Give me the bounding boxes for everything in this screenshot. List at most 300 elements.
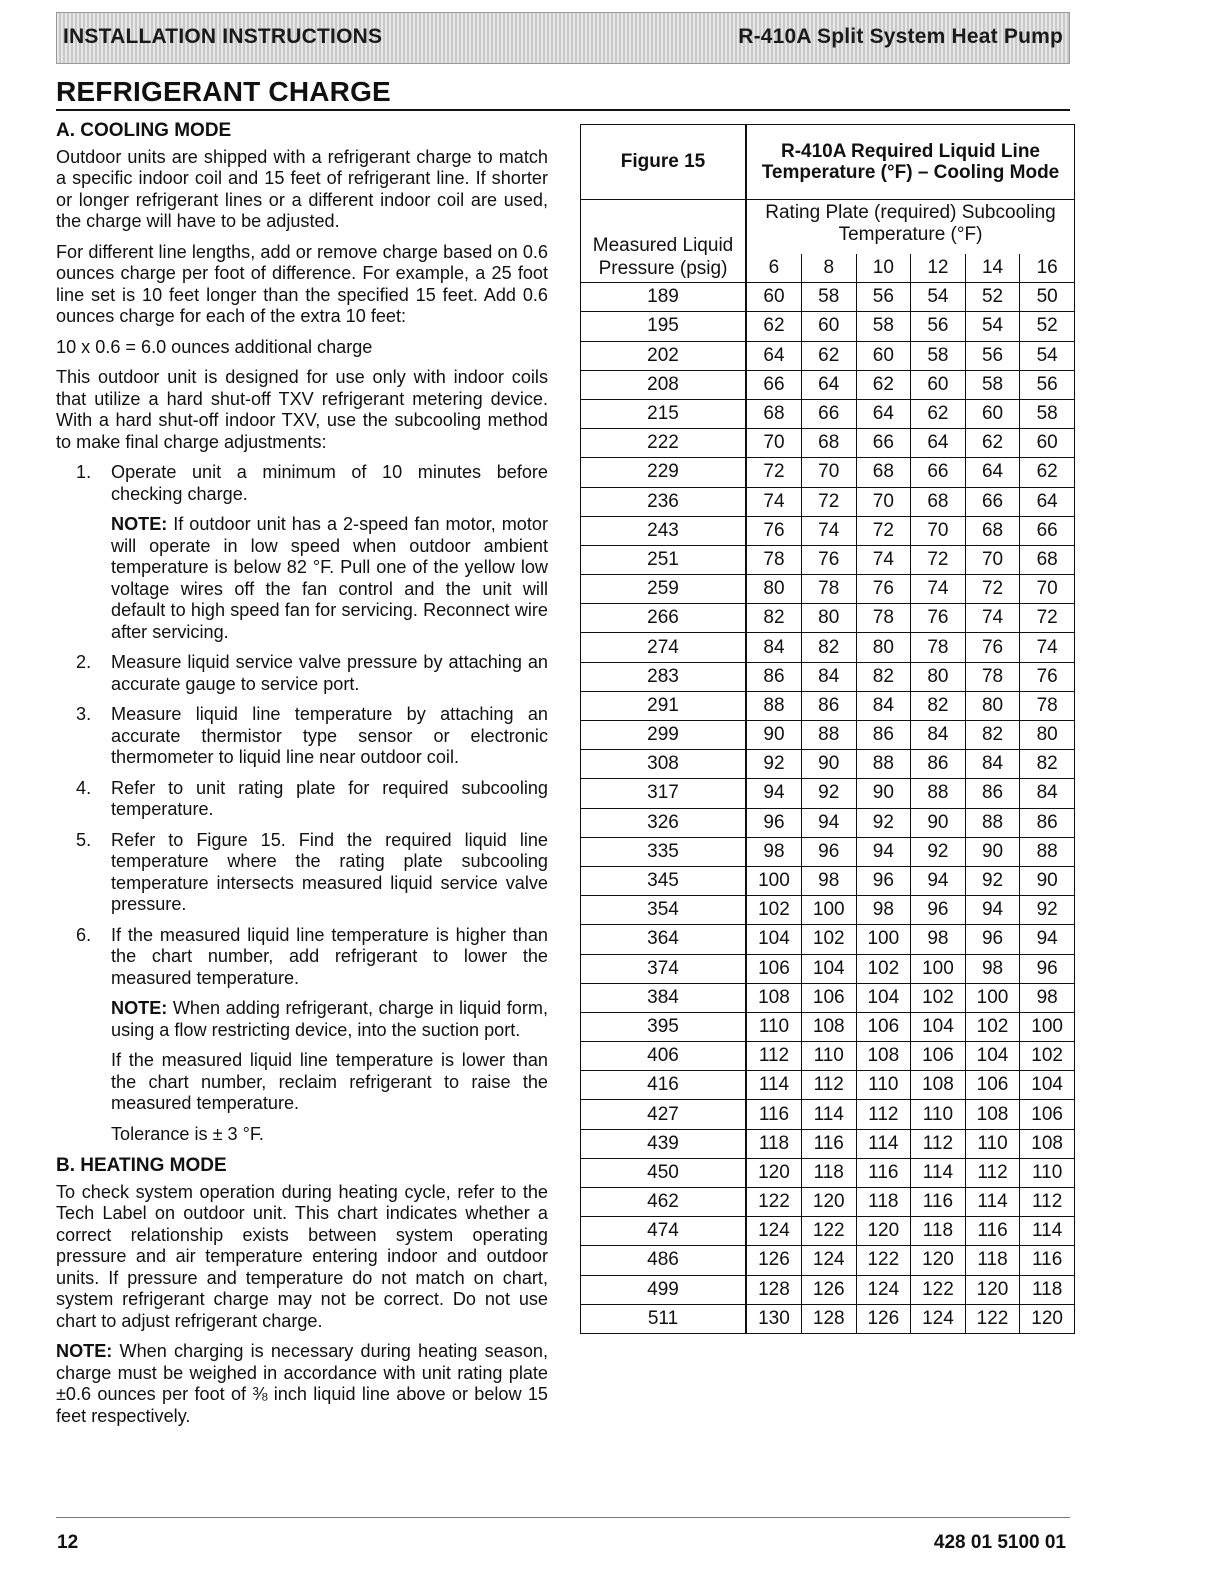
temperature-cell: 126 — [856, 1304, 911, 1333]
step-text: Refer to unit rating plate for required subcooling temperature. — [111, 777, 548, 819]
note-label: NOTE: — [111, 514, 168, 534]
cooling-paragraph-2: For different line lengths, add or remove charge based on 0.6 ounces charge per foot of difference. For example, a 25 foot line set is 10 feet longer than the specified 15 feet. Add 0.6 ounces charge for each of the extra 10 feet: — [56, 241, 548, 326]
pressure-cell: 374 — [581, 954, 747, 983]
temperature-cell: 102 — [746, 896, 801, 925]
column-header: 12 — [911, 254, 966, 283]
list-item — [56, 652, 548, 695]
temperature-cell: 108 — [746, 983, 801, 1012]
temperature-cell: 108 — [911, 1071, 966, 1100]
temperature-cell: 58 — [911, 341, 966, 370]
table-row — [581, 1158, 1075, 1187]
pressure-cell: 236 — [581, 487, 747, 516]
table-row — [581, 808, 1075, 837]
temperature-cell: 120 — [965, 1275, 1020, 1304]
page-number: 12 — [57, 1532, 79, 1553]
temperature-cell: 100 — [911, 954, 966, 983]
temperature-cell: 54 — [911, 283, 966, 312]
temperature-cell: 96 — [746, 808, 801, 837]
table-row — [581, 575, 1075, 604]
table-row — [581, 721, 1075, 750]
temperature-cell: 116 — [746, 1100, 801, 1129]
temperature-cell: 86 — [801, 691, 856, 720]
column-header: 8 — [801, 254, 856, 283]
temperature-cell: 72 — [1020, 604, 1075, 633]
temperature-cell: 96 — [1020, 954, 1075, 983]
temperature-cell: 74 — [911, 575, 966, 604]
temperature-cell: 78 — [856, 604, 911, 633]
temperature-cell: 98 — [746, 837, 801, 866]
pressure-cell: 274 — [581, 633, 747, 662]
pressure-cell: 202 — [581, 341, 747, 370]
temperature-cell: 66 — [801, 399, 856, 428]
temperature-cell: 62 — [746, 312, 801, 341]
temperature-cell: 92 — [965, 866, 1020, 895]
temperature-cell: 60 — [965, 399, 1020, 428]
temperature-cell: 88 — [746, 691, 801, 720]
temperature-cell: 70 — [911, 516, 966, 545]
temperature-cell: 110 — [911, 1100, 966, 1129]
temperature-cell: 92 — [856, 808, 911, 837]
temperature-cell: 64 — [911, 429, 966, 458]
temperature-cell: 100 — [801, 896, 856, 925]
temperature-cell: 94 — [801, 808, 856, 837]
temperature-cell: 60 — [746, 283, 801, 312]
table-row — [581, 341, 1075, 370]
table-row — [581, 691, 1075, 720]
temperature-cell: 74 — [1020, 633, 1075, 662]
step-tolerance: Tolerance is ± 3 °F. — [111, 1123, 264, 1144]
temperature-cell: 94 — [1020, 925, 1075, 954]
temperature-cell: 104 — [911, 1012, 966, 1041]
temperature-cell: 114 — [911, 1158, 966, 1187]
temperature-cell: 58 — [1020, 399, 1075, 428]
pressure-cell: 251 — [581, 545, 747, 574]
temperature-cell: 68 — [856, 458, 911, 487]
pressure-cell: 266 — [581, 604, 747, 633]
temperature-cell: 120 — [856, 1217, 911, 1246]
temperature-cell: 90 — [1020, 866, 1075, 895]
pressure-cell: 335 — [581, 837, 747, 866]
pressure-cell: 222 — [581, 429, 747, 458]
temperature-cell: 100 — [746, 866, 801, 895]
temperature-cell: 100 — [856, 925, 911, 954]
temperature-cell: 114 — [801, 1100, 856, 1129]
temperature-cell: 114 — [746, 1071, 801, 1100]
temperature-cell: 66 — [911, 458, 966, 487]
temperature-cell: 90 — [965, 837, 1020, 866]
temperature-cell: 116 — [911, 1188, 966, 1217]
temperature-cell: 84 — [801, 662, 856, 691]
temperature-cell: 82 — [1020, 750, 1075, 779]
temperature-cell: 84 — [911, 721, 966, 750]
list-item — [56, 778, 548, 821]
temperature-cell: 68 — [801, 429, 856, 458]
temperature-cell: 74 — [746, 487, 801, 516]
pressure-cell: 439 — [581, 1129, 747, 1158]
list-item — [56, 462, 548, 643]
temperature-cell: 96 — [801, 837, 856, 866]
temperature-cell: 78 — [1020, 691, 1075, 720]
pressure-cell: 364 — [581, 925, 747, 954]
table-row — [581, 283, 1075, 312]
temperature-cell: 92 — [801, 779, 856, 808]
temperature-cell: 112 — [856, 1100, 911, 1129]
pressure-cell: 345 — [581, 866, 747, 895]
temperature-cell: 112 — [911, 1129, 966, 1158]
liquid-line-temperature-table — [580, 124, 1075, 1334]
temperature-cell: 112 — [801, 1071, 856, 1100]
temperature-cell: 124 — [856, 1275, 911, 1304]
temperature-cell: 52 — [965, 283, 1020, 312]
list-item — [56, 925, 548, 1146]
cooling-paragraph-4: This outdoor unit is designed for use only with indoor coils that utilize a hard shut-off TXV refrigerant metering device. With a hard shut-off indoor TXV, use the subcooling method to make final charge adjustments: — [56, 367, 548, 452]
temperature-cell: 74 — [856, 545, 911, 574]
temperature-cell: 76 — [856, 575, 911, 604]
pressure-cell: 291 — [581, 691, 747, 720]
table-row — [581, 516, 1075, 545]
temperature-cell: 98 — [1020, 983, 1075, 1012]
row-header-label: Measured Liquid Pressure (psig) — [581, 200, 747, 283]
temperature-cell: 116 — [801, 1129, 856, 1158]
temperature-cell: 120 — [911, 1246, 966, 1275]
pressure-cell: 326 — [581, 808, 747, 837]
temperature-cell: 62 — [911, 399, 966, 428]
temperature-cell: 118 — [856, 1188, 911, 1217]
temperature-cell: 74 — [965, 604, 1020, 633]
table-row — [581, 896, 1075, 925]
temperature-cell: 60 — [1020, 429, 1075, 458]
temperature-cell: 112 — [965, 1158, 1020, 1187]
temperature-cell: 94 — [856, 837, 911, 866]
temperature-cell: 60 — [856, 341, 911, 370]
temperature-cell: 70 — [856, 487, 911, 516]
pressure-cell: 462 — [581, 1188, 747, 1217]
temperature-cell: 80 — [746, 575, 801, 604]
temperature-cell: 124 — [911, 1304, 966, 1333]
pressure-cell: 195 — [581, 312, 747, 341]
step-number: 4. — [76, 777, 92, 798]
step-text: Operate unit a minimum of 10 minutes before checking charge. — [111, 462, 548, 504]
temperature-cell: 92 — [746, 750, 801, 779]
temperature-cell: 52 — [1020, 312, 1075, 341]
table-row — [581, 487, 1075, 516]
table-row — [581, 429, 1075, 458]
temperature-cell: 70 — [965, 545, 1020, 574]
temperature-cell: 90 — [801, 750, 856, 779]
temperature-cell: 74 — [801, 516, 856, 545]
temperature-cell: 108 — [856, 1042, 911, 1071]
temperature-cell: 110 — [1020, 1158, 1075, 1187]
page-title: REFRIGERANT CHARGE — [56, 76, 391, 107]
temperature-cell: 86 — [965, 779, 1020, 808]
temperature-cell: 106 — [1020, 1100, 1075, 1129]
temperature-cell: 78 — [911, 633, 966, 662]
temperature-cell: 92 — [911, 837, 966, 866]
temperature-cell: 110 — [856, 1071, 911, 1100]
temperature-cell: 84 — [1020, 779, 1075, 808]
table-row — [581, 1012, 1075, 1041]
title-divider — [56, 109, 1070, 111]
table-row — [581, 312, 1075, 341]
temperature-cell: 56 — [965, 341, 1020, 370]
temperature-cell: 88 — [965, 808, 1020, 837]
temperature-cell: 60 — [801, 312, 856, 341]
temperature-cell: 58 — [856, 312, 911, 341]
table-subheader-row — [581, 200, 1075, 255]
pressure-cell: 308 — [581, 750, 747, 779]
pressure-cell: 229 — [581, 458, 747, 487]
pressure-cell: 215 — [581, 399, 747, 428]
temperature-cell: 104 — [746, 925, 801, 954]
temperature-cell: 116 — [1020, 1246, 1075, 1275]
temperature-cell: 128 — [801, 1304, 856, 1333]
table-row — [581, 399, 1075, 428]
pressure-cell: 416 — [581, 1071, 747, 1100]
temperature-cell: 106 — [856, 1012, 911, 1041]
temperature-cell: 86 — [746, 662, 801, 691]
step-extra: If the measured liquid line temperature is lower than the chart number, reclaim refrigerant to raise the measured temperature. — [111, 1050, 548, 1113]
step-number: 1. — [76, 462, 92, 482]
temperature-cell: 80 — [965, 691, 1020, 720]
pressure-cell: 354 — [581, 896, 747, 925]
temperature-cell: 76 — [801, 545, 856, 574]
temperature-cell: 90 — [856, 779, 911, 808]
step-text: Measure liquid line temperature by attaching an accurate thermistor type sensor or electronic thermometer to liquid line near outdoor coil. — [111, 704, 548, 767]
temperature-cell: 86 — [911, 750, 966, 779]
temperature-cell: 94 — [746, 779, 801, 808]
table-row — [581, 1217, 1075, 1246]
temperature-cell: 60 — [911, 370, 966, 399]
temperature-cell: 70 — [746, 429, 801, 458]
pressure-cell: 299 — [581, 721, 747, 750]
temperature-cell: 88 — [856, 750, 911, 779]
temperature-cell: 54 — [965, 312, 1020, 341]
temperature-cell: 118 — [911, 1217, 966, 1246]
table-row — [581, 750, 1075, 779]
temperature-cell: 104 — [856, 983, 911, 1012]
note-text: When charging is necessary during heating season, charge must be weighed in accordance with unit rating plate ±0.6 ounces per foot of ⅜ inch liquid line above or below 15 feet respectively. — [56, 1341, 548, 1426]
temperature-cell: 110 — [746, 1012, 801, 1041]
temperature-cell: 126 — [801, 1275, 856, 1304]
temperature-cell: 92 — [1020, 896, 1075, 925]
document-number: 428 01 5100 01 — [933, 1532, 1066, 1553]
pressure-cell: 259 — [581, 575, 747, 604]
table-row — [581, 662, 1075, 691]
temperature-cell: 118 — [965, 1246, 1020, 1275]
temperature-cell: 122 — [801, 1217, 856, 1246]
table-row — [581, 1304, 1075, 1333]
temperature-cell: 102 — [856, 954, 911, 983]
temperature-cell: 100 — [1020, 1012, 1075, 1041]
temperature-cell: 114 — [965, 1188, 1020, 1217]
temperature-cell: 76 — [965, 633, 1020, 662]
header-right-text: R-410A Split System Heat Pump — [738, 25, 1063, 48]
temperature-cell: 56 — [1020, 370, 1075, 399]
cooling-paragraph-1: Outdoor units are shipped with a refrigerant charge to match a specific indoor coil and 15 feet of refrigerant line. If shorter or longer refrigerant lines or a different indoor coil are used, the charge will have to be adjusted. — [56, 146, 548, 231]
temperature-cell: 66 — [746, 370, 801, 399]
temperature-cell: 62 — [856, 370, 911, 399]
temperature-cell: 98 — [856, 896, 911, 925]
figure-label: Figure 15 — [581, 125, 747, 200]
temperature-cell: 72 — [965, 575, 1020, 604]
pressure-cell: 189 — [581, 283, 747, 312]
temperature-cell: 56 — [911, 312, 966, 341]
temperature-cell: 78 — [746, 545, 801, 574]
temperature-cell: 78 — [965, 662, 1020, 691]
temperature-cell: 76 — [1020, 662, 1075, 691]
list-item — [56, 704, 548, 769]
temperature-cell: 84 — [965, 750, 1020, 779]
table-row — [581, 1275, 1075, 1304]
pressure-cell: 474 — [581, 1217, 747, 1246]
column-header: 14 — [965, 254, 1020, 283]
table-row — [581, 866, 1075, 895]
temperature-cell: 102 — [911, 983, 966, 1012]
temperature-cell: 82 — [965, 721, 1020, 750]
temperature-cell: 108 — [801, 1012, 856, 1041]
step-text: Measure liquid service valve pressure by attaching an accurate gauge to service port. — [111, 652, 548, 694]
temperature-cell: 62 — [1020, 458, 1075, 487]
column-header: 6 — [746, 254, 801, 283]
temperature-cell: 118 — [746, 1129, 801, 1158]
temperature-cell: 56 — [856, 283, 911, 312]
pressure-cell: 395 — [581, 1012, 747, 1041]
temperature-cell: 64 — [746, 341, 801, 370]
temperature-cell: 72 — [801, 487, 856, 516]
temperature-cell: 114 — [1020, 1217, 1075, 1246]
table-title: R-410A Required Liquid Line Temperature (°F) – Cooling Mode — [746, 125, 1075, 200]
temperature-cell: 108 — [1020, 1129, 1075, 1158]
temperature-cell: 54 — [1020, 341, 1075, 370]
temperature-cell: 98 — [965, 954, 1020, 983]
temperature-cell: 50 — [1020, 283, 1075, 312]
table-row — [581, 1042, 1075, 1071]
pressure-cell: 208 — [581, 370, 747, 399]
pressure-cell: 511 — [581, 1304, 747, 1333]
step-number: 3. — [76, 704, 92, 724]
temperature-cell: 80 — [1020, 721, 1075, 750]
heating-heading: B. HEATING MODE — [56, 1155, 227, 1176]
temperature-cell: 102 — [801, 925, 856, 954]
temperature-cell: 68 — [1020, 545, 1075, 574]
text-column — [56, 120, 548, 1436]
temperature-cell: 108 — [965, 1100, 1020, 1129]
temperature-cell: 86 — [1020, 808, 1075, 837]
temperature-cell: 106 — [911, 1042, 966, 1071]
temperature-cell: 120 — [801, 1188, 856, 1217]
temperature-cell: 82 — [746, 604, 801, 633]
temperature-cell: 112 — [746, 1042, 801, 1071]
temperature-cell: 118 — [1020, 1275, 1075, 1304]
temperature-cell: 122 — [965, 1304, 1020, 1333]
temperature-cell: 78 — [801, 575, 856, 604]
table-row — [581, 1246, 1075, 1275]
temperature-cell: 102 — [1020, 1042, 1075, 1071]
temperature-cell: 96 — [965, 925, 1020, 954]
table-row — [581, 458, 1075, 487]
temperature-cell: 86 — [856, 721, 911, 750]
column-group-label: Rating Plate (required) Subcooling Temperature (°F) — [746, 200, 1075, 255]
temperature-cell: 66 — [856, 429, 911, 458]
temperature-cell: 96 — [856, 866, 911, 895]
temperature-cell: 58 — [965, 370, 1020, 399]
pressure-cell: 283 — [581, 662, 747, 691]
temperature-cell: 68 — [965, 516, 1020, 545]
temperature-cell: 122 — [911, 1275, 966, 1304]
pressure-cell: 486 — [581, 1246, 747, 1275]
temperature-cell: 66 — [965, 487, 1020, 516]
temperature-cell: 98 — [911, 925, 966, 954]
step-number: 6. — [76, 924, 92, 945]
list-item — [56, 830, 548, 916]
table-row — [581, 779, 1075, 808]
footer-divider — [56, 1517, 1070, 1518]
step-text: If the measured liquid line temperature is higher than the chart number, add refrigerant to lower the measured temperature. — [111, 924, 548, 988]
temperature-cell: 110 — [965, 1129, 1020, 1158]
heating-note — [56, 1341, 548, 1427]
column-header: 10 — [856, 254, 911, 283]
pressure-cell: 450 — [581, 1158, 747, 1187]
temperature-cell: 58 — [801, 283, 856, 312]
temperature-cell: 104 — [965, 1042, 1020, 1071]
temperature-cell: 84 — [746, 633, 801, 662]
header-left-text: INSTALLATION INSTRUCTIONS — [63, 25, 383, 48]
temperature-cell: 128 — [746, 1275, 801, 1304]
note-label: NOTE: — [111, 998, 168, 1018]
table-row — [581, 604, 1075, 633]
temperature-cell: 84 — [856, 691, 911, 720]
temperature-cell: 72 — [856, 516, 911, 545]
temperature-cell: 82 — [856, 662, 911, 691]
table-row — [581, 1071, 1075, 1100]
temperature-cell: 80 — [911, 662, 966, 691]
step-number: 5. — [76, 829, 92, 850]
temperature-cell: 64 — [1020, 487, 1075, 516]
temperature-cell: 76 — [746, 516, 801, 545]
temperature-cell: 122 — [856, 1246, 911, 1275]
temperature-cell: 88 — [911, 779, 966, 808]
temperature-cell: 120 — [746, 1158, 801, 1187]
pressure-cell: 317 — [581, 779, 747, 808]
temperature-cell: 130 — [746, 1304, 801, 1333]
temperature-cell: 104 — [1020, 1071, 1075, 1100]
heating-paragraph: To check system operation during heating cycle, refer to the Tech Label on outdoor unit. This chart indicates whether a correct relationship exists between system operating pressure and air temperature entering indoor and outdoor units. If pressure and temperature do not match on chart, system refrigerant charge may not be correct. Do not use chart to adjust refrigerant charge. — [56, 1181, 548, 1331]
table-row — [581, 837, 1075, 866]
table-row — [581, 983, 1075, 1012]
temperature-cell: 100 — [965, 983, 1020, 1012]
pressure-cell: 406 — [581, 1042, 747, 1071]
temperature-cell: 80 — [801, 604, 856, 633]
temperature-cell: 72 — [746, 458, 801, 487]
temperature-cell: 120 — [1020, 1304, 1075, 1333]
note-text: If outdoor unit has a 2-speed fan motor, motor will operate in low speed when outdoor ambient temperature is below 82 °F. Pull one of the yellow low voltage wires off the fan control and the unit will default to high speed fan for servicing. Reconnect wire after servicing. — [111, 514, 548, 642]
temperature-cell: 124 — [801, 1246, 856, 1275]
table-row — [581, 545, 1075, 574]
step-note — [111, 514, 548, 643]
temperature-cell: 90 — [911, 808, 966, 837]
temperature-cell: 64 — [856, 399, 911, 428]
charge-steps-list — [56, 462, 548, 1145]
temperature-cell: 114 — [856, 1129, 911, 1158]
temperature-cell: 98 — [801, 866, 856, 895]
temperature-cell: 70 — [801, 458, 856, 487]
temperature-cell: 90 — [746, 721, 801, 750]
note-text: When adding refrigerant, charge in liquid form, using a flow restricting device, into the suction port. — [111, 998, 548, 1040]
step-number: 2. — [76, 652, 92, 672]
temperature-cell: 118 — [801, 1158, 856, 1187]
temperature-cell: 82 — [801, 633, 856, 662]
temperature-cell: 68 — [746, 399, 801, 428]
